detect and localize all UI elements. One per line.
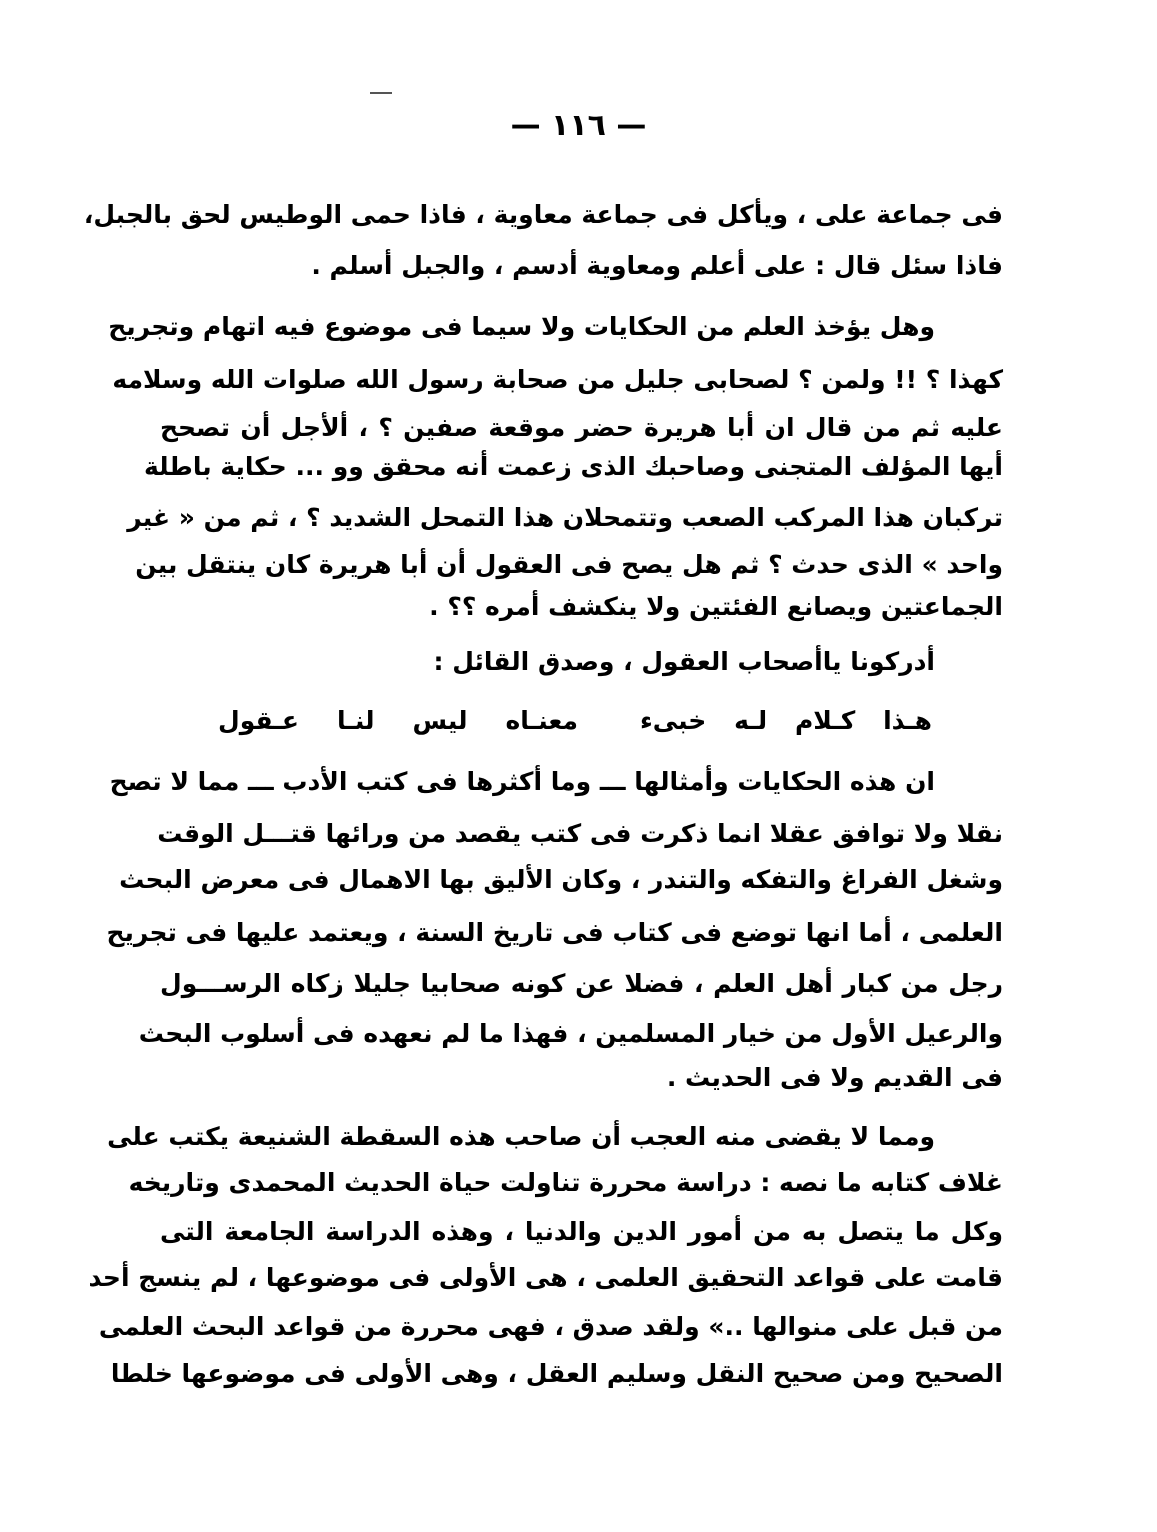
text-line: ومما لا يقضى منه العجب أن صاحب هذه السقطة الشنيعة يكتب على: [107, 1122, 935, 1151]
page-number: — ١١٦ —: [510, 108, 647, 143]
text-line: أيها المؤلف المتجنى وصاحبك الذى زعمت أنه محقق وو ... حكاية باطلة: [143, 452, 1003, 481]
text-line: والرعيل الأول من خيار المسلمين ، فهذا ما لم نعهده فى أسلوب البحث: [138, 1019, 1003, 1048]
text-line: وشغل الفراغ والتفكه والتندر ، وكان الأليق بها الاهمال فى معرض البحث: [119, 865, 1003, 894]
verse-first-hemistich: هـذا كـلام لـه خبىء: [640, 706, 932, 735]
text-line: واحد » الذى حدث ؟ ثم هل يصح فى العقول أن أبا هريرة كان ينتقل بين: [135, 550, 1003, 579]
scan-mark: [370, 92, 392, 94]
text-line: العلمى ، أما انها توضع فى كتاب فى تاريخ السنة ، ويعتمد عليها فى تجريح: [106, 918, 1003, 947]
text-line: فاذا سئل قال : على أعلم ومعاوية أدسم ، والجبل أسلم .: [311, 251, 1003, 280]
text-line: وكل ما يتصل به من أمور الدين والدنيا ، وهذه الدراسة الجامعة التى: [160, 1217, 1003, 1246]
text-line: كهذا ؟ !! ولمن ؟ لصحابى جليل من صحابة رسول الله صلوات الله وسلامه: [112, 365, 1003, 394]
text-line: عليه ثم من قال ان أبا هريرة حضر موقعة صفين ؟ ، ألأجل أن تصحح: [160, 413, 1003, 442]
verse-second-hemistich: معنـاه ليس لنـا عـقول: [218, 706, 578, 735]
text-line: ان هذه الحكايات وأمثالها ـــ وما أكثرها فى كتب الأدب ـــ مما لا تصح: [109, 767, 935, 796]
text-line: غلاف كتابه ما نصه : دراسة محررة تناولت حياة الحديث المحمدى وتاريخه: [128, 1168, 1003, 1197]
text-line: من قبل على منوالها ..» ولقد صدق ، فهى محررة من قواعد البحث العلمى: [98, 1312, 1003, 1341]
text-line: رجل من كبار أهل العلم ، فضلا عن كونه صحابيا جليلا زكاه الرســـول: [160, 969, 1003, 998]
text-line: تركبان هذا المركب الصعب وتتمحلان هذا التمحل الشديد ؟ ، ثم من « غير: [127, 503, 1003, 532]
text-line: الصحيح ومن صحيح النقل وسليم العقل ، وهى الأولى فى موضوعها خلطا: [110, 1359, 1003, 1388]
text-line: أدركونا ياأصحاب العقول ، وصدق القائل :: [433, 647, 935, 676]
text-line: نقلا ولا توافق عقلا انما ذكرت فى كتب يقصد من ورائها قتـــل الوقت: [157, 819, 1003, 848]
text-line: فى جماعة على ، ويأكل فى جماعة معاوية ، فاذا حمى الوطيس لحق بالجبل،: [83, 200, 1003, 229]
text-line: الجماعتين ويصانع الفئتين ولا ينكشف أمره ؟؟ .: [429, 592, 1003, 621]
text-line: وهل يؤخذ العلم من الحكايات ولا سيما فى موضوع فيه اتهام وتجريح: [108, 312, 935, 341]
text-line: فى القديم ولا فى الحديث .: [666, 1063, 1003, 1092]
text-line: قامت على قواعد التحقيق العلمى ، هى الأولى فى موضوعها ، لم ينسج أحد: [88, 1263, 1003, 1292]
